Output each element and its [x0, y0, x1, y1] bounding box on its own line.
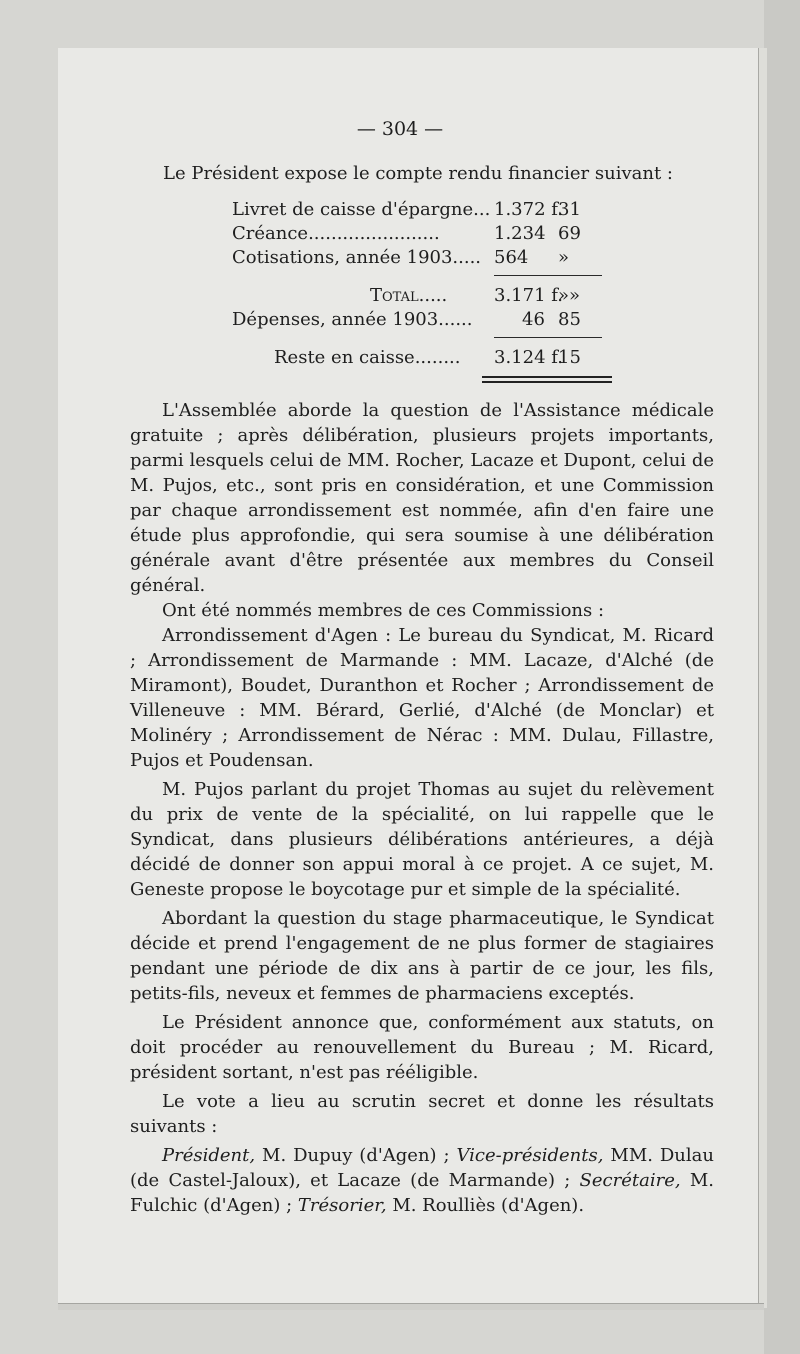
total-label: Total..... [370, 285, 448, 306]
expenses-label: Dépenses, année 1903...... [232, 309, 473, 330]
expenses-cents: 85 [558, 309, 581, 330]
expenses-amount: 46 [522, 309, 545, 330]
account-label: Cotisations, année 1903..... [232, 247, 482, 268]
balance-label: Reste en caisse........ [274, 347, 461, 368]
page-bottom-edge [58, 1303, 764, 1310]
account-row [232, 222, 612, 246]
balance-amount: 3.124 f. [494, 347, 563, 368]
paragraph: Le vote a lieu au scrutin secret et donne les résultats suivants : [130, 1091, 714, 1137]
financial-table [232, 198, 612, 370]
double-rule-top [482, 376, 612, 378]
sum-rule [494, 275, 602, 276]
paragraph: Ont été nommés membres de ces Commissions : [162, 600, 605, 621]
page-edge [758, 48, 767, 1308]
account-cents: » [558, 247, 570, 268]
vp-names: MM. Dulau (de Castel-Jaloux), et Lacaze (de Marmande) ; [130, 1145, 714, 1191]
total-row [232, 284, 612, 308]
treasurer-name: M. Roulliès (d'Agen). [392, 1195, 585, 1216]
vp-label: Vice-présidents, [456, 1145, 604, 1166]
president-name: M. Dupuy (d'Agen) ; [262, 1145, 450, 1166]
paragraph: L'Assemblée aborde la question de l'Assistance médicale gratuite ; après délibération, plusieurs projets importants, parmi lesquels celui de MM. Rocher, Lacaze et Dupont, celui de M. Pujos, etc., sont pris en considération, et une Commission par chaque arrondissement est nommée, afin d'en faire une étude plus approfondie, qui sera soumise à une délibération générale avant d'être présentée aux membres du Conseil général. [130, 400, 714, 596]
scan-background [764, 0, 800, 1354]
account-row [232, 246, 612, 270]
intro-line: Le Président expose le compte rendu financier suivant : [163, 163, 673, 184]
total-cents: »» [558, 285, 581, 306]
account-cents: 31 [558, 199, 581, 220]
account-cents: 69 [558, 223, 581, 244]
total-amount: 3.171 f. [494, 285, 563, 306]
account-row [232, 198, 612, 222]
paragraph: Abordant la question du stage pharmaceutique, le Syndicat décide et prend l'engagement de ne plus former de stagiaires pendant une période de dix ans à partir de ce jour, les fils, petits-fils, neveux et femmes de pharmaciens exceptés. [130, 908, 714, 1004]
election-results [130, 1143, 714, 1218]
account-label: Créance....................... [232, 223, 440, 244]
paragraph: Arrondissement d'Agen : Le bureau du Syndicat, M. Ricard ; Arrondissement de Marmande : MM. Lacaze, d'Alché (de Miramont), Boudet, Duranthon et Rocher ; Arrondissement de Villeneuve : MM. Bérard, Gerlié, d'Alché (de Monclar) et Molinéry ; Arrondissement de Nérac : MM. Dulau, Fillastre, Pujos et Poudensan. [130, 625, 714, 771]
paragraph: M. Pujos parlant du projet Thomas au sujet du relèvement du prix de vente de la spécialité, on lui rappelle que le Syndicat, dans plusieurs délibérations antérieures, a déjà décidé de donner son appui moral à ce projet. A ce sujet, M. Geneste propose le boycotage pur et simple de la spécialité. [130, 779, 714, 900]
body-text [130, 398, 714, 1218]
expenses-row [232, 308, 612, 332]
balance-cents: 15 [558, 347, 581, 368]
secretary-label: Secrétaire, [579, 1170, 681, 1191]
double-rule-bottom [482, 381, 612, 383]
account-amount: 564 [494, 247, 529, 268]
treasurer-label: Trésorier, [297, 1195, 387, 1216]
paragraph: Le Président annonce que, conformément aux statuts, on doit procéder au renouvellement du Bureau ; M. Ricard, président sortant, n'est pas rééligible. [130, 1012, 714, 1083]
account-label: Livret de caisse d'épargne... [232, 199, 491, 220]
page-number: — 304 — [356, 118, 444, 140]
president-label: Président, [162, 1145, 256, 1166]
balance-row [232, 346, 612, 370]
account-amount: 1.372 f. [494, 199, 563, 220]
secretary-name: M. Fulchic (d'Agen) ; [130, 1170, 714, 1216]
difference-rule [494, 337, 602, 338]
account-amount: 1.234 [494, 223, 546, 244]
